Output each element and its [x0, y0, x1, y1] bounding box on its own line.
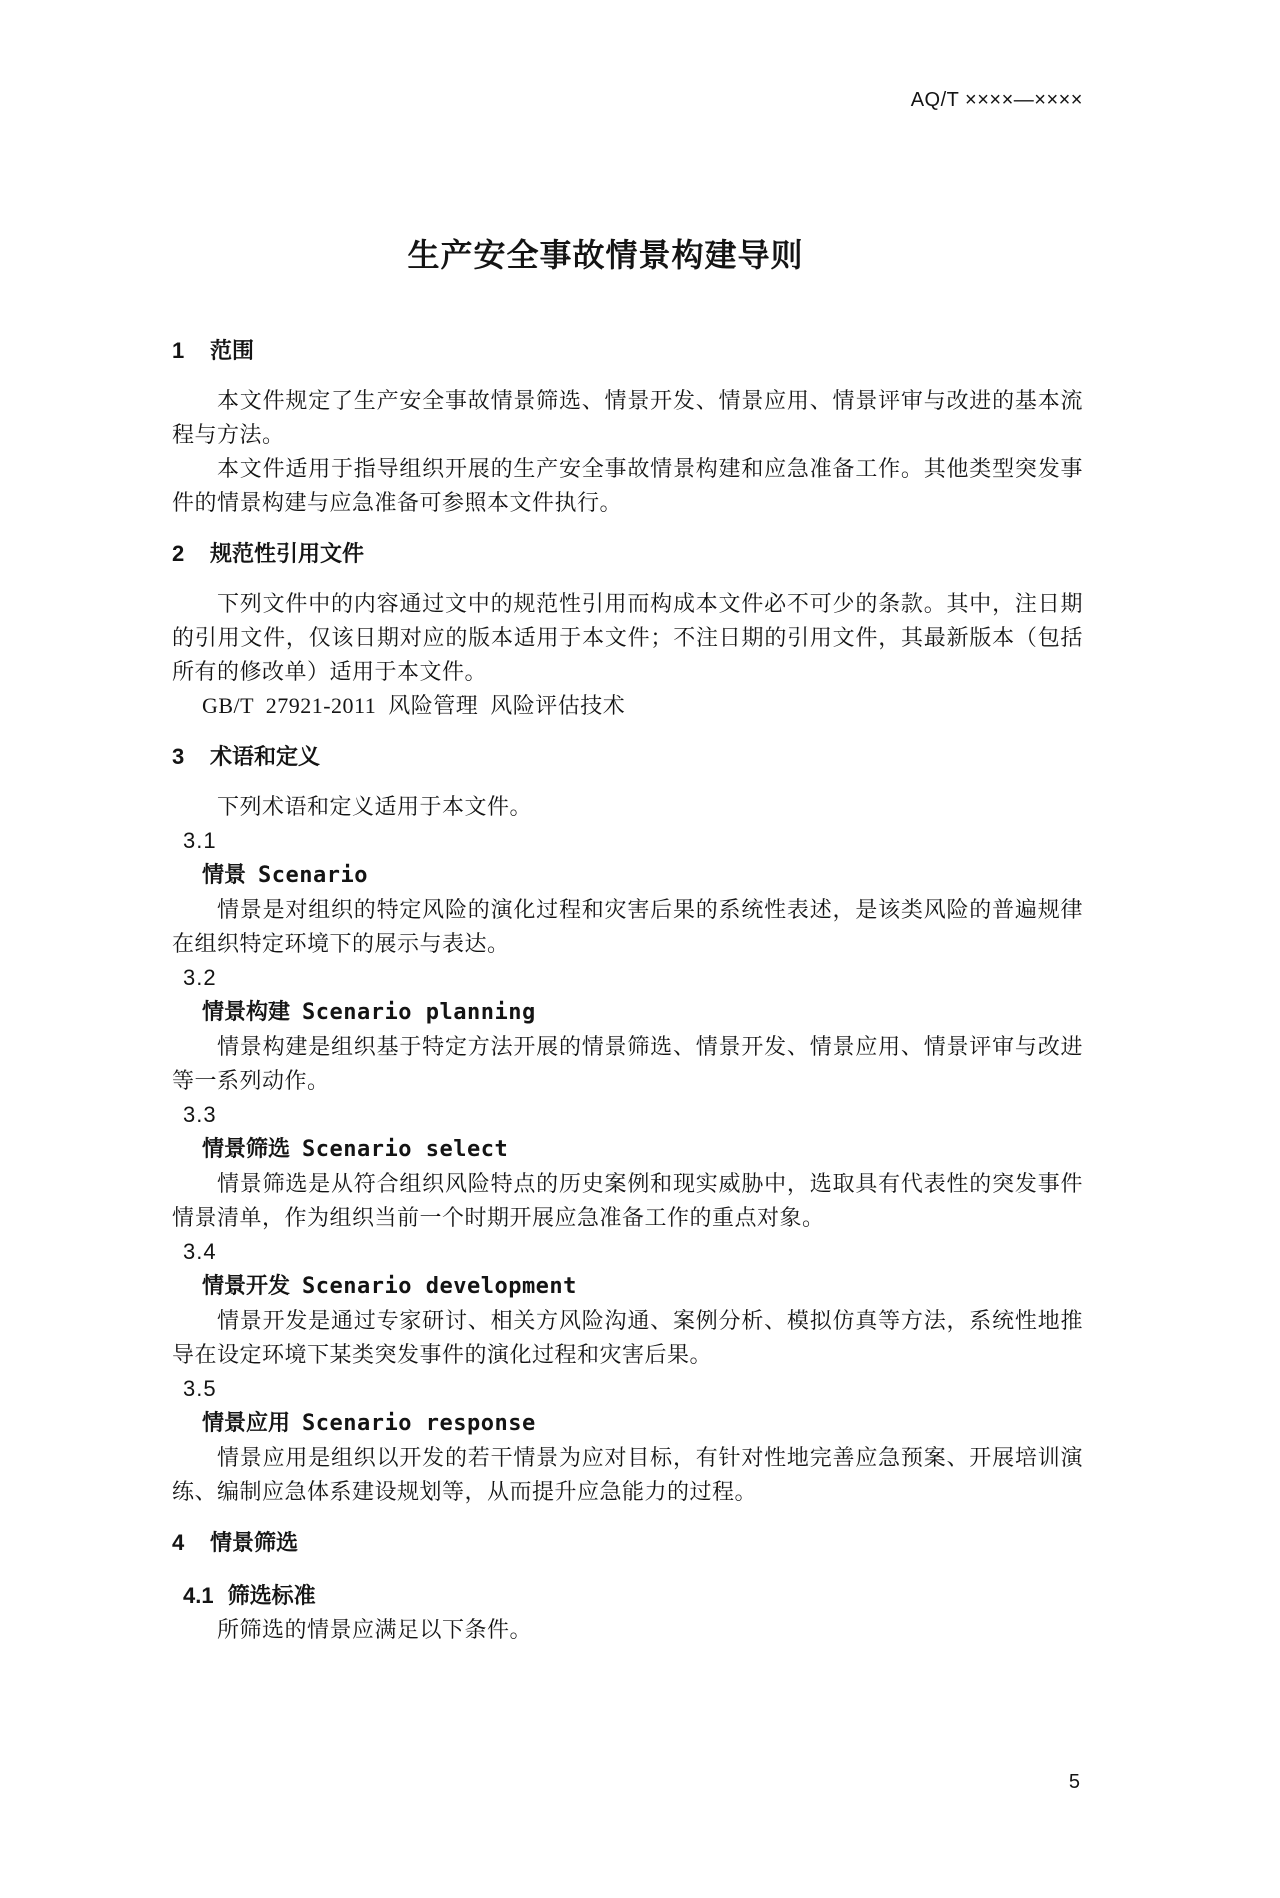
term-number: 3.2 — [183, 965, 217, 990]
term-number: 3.4 — [183, 1239, 217, 1264]
section-4-1-heading — [172, 1579, 1083, 1613]
document-title: 生产安全事故情景构建导则 — [407, 237, 804, 273]
term-name-en: Scenario planning — [302, 1000, 536, 1025]
term-name — [172, 858, 1083, 893]
section-title: 范围 — [210, 338, 255, 363]
term-name — [172, 995, 1083, 1030]
section-3-heading — [172, 740, 1083, 774]
section-2-heading — [172, 537, 1083, 571]
reference-entry: GB/T 27921-2011 风险管理 风险评估技术 — [202, 693, 626, 718]
term-name — [172, 1132, 1083, 1167]
paragraph: 本文件规定了生产安全事故情景筛选、情景开发、情景应用、情景评审与改进的基本流程与方法。 — [172, 388, 1083, 447]
page-content — [172, 88, 1083, 1647]
term-definition: 情景筛选是从符合组织风险特点的历史案例和现实威胁中，选取具有代表性的突发事件情景清单，作为组织当前一个时期开展应急准备工作的重点对象。 — [172, 1171, 1083, 1230]
standard-reference: AQ/T ××××—×××× — [910, 89, 1083, 111]
section-title: 筛选标准 — [227, 1583, 316, 1608]
section-number: 4.1 — [183, 1583, 214, 1608]
paragraph: 下列术语和定义适用于本文件。 — [217, 794, 533, 819]
paragraph: 下列文件中的内容通过文中的规范性引用而构成本文件必不可少的条款。其中，注日期的引用文件，仅该日期对应的版本适用于本文件；不注日期的引用文件，其最新版本（包括所有的修改单）适用于本文件。 — [172, 591, 1083, 684]
term-definition: 情景应用是组织以开发的若干情景为应对目标，有针对性地完善应急预案、开展培训演练、编制应急体系建设规划等，从而提升应急能力的过程。 — [172, 1445, 1083, 1504]
term-number: 3.3 — [183, 1102, 217, 1127]
term-name-en: Scenario development — [302, 1274, 577, 1299]
section-number: 4 — [172, 1530, 185, 1555]
term-definition: 情景开发是通过专家研讨、相关方风险沟通、案例分析、模拟仿真等方法，系统性地推导在设定环境下某类突发事件的演化过程和灾害后果。 — [172, 1308, 1083, 1367]
term-definition: 情景是对组织的特定风险的演化过程和灾害后果的系统性表述，是该类风险的普遍规律在组织特定环境下的展示与表达。 — [172, 897, 1083, 956]
term-definition: 情景构建是组织基于特定方法开展的情景筛选、情景开发、情景应用、情景评审与改进等一系列动作。 — [172, 1034, 1083, 1093]
term-number: 3.1 — [183, 828, 217, 853]
section-1-heading — [172, 334, 1083, 368]
paragraph: 所筛选的情景应满足以下条件。 — [217, 1617, 533, 1642]
term-name-en: Scenario select — [302, 1137, 509, 1162]
term-name — [172, 1406, 1083, 1441]
section-number: 2 — [172, 541, 185, 566]
term-name-en: Scenario — [258, 863, 368, 888]
term-number: 3.5 — [183, 1376, 217, 1401]
section-title: 情景筛选 — [210, 1530, 299, 1555]
section-4-heading — [172, 1526, 1083, 1560]
term-name-en: Scenario response — [302, 1411, 536, 1436]
term-name-zh: 情景构建 — [202, 999, 291, 1024]
term-name-zh: 情景开发 — [202, 1273, 291, 1298]
paragraph: 本文件适用于指导组织开展的生产安全事故情景构建和应急准备工作。其他类型突发事件的情景构建与应急准备可参照本文件执行。 — [172, 456, 1083, 515]
section-number: 3 — [172, 744, 185, 769]
section-title: 规范性引用文件 — [210, 541, 365, 566]
page-number: 5 — [1068, 1771, 1080, 1793]
term-name — [172, 1269, 1083, 1304]
section-number: 1 — [172, 338, 185, 363]
document-page — [0, 88, 1280, 1793]
term-name-zh: 情景 — [202, 862, 247, 887]
term-name-zh: 情景应用 — [202, 1410, 291, 1435]
section-title: 术语和定义 — [210, 744, 321, 769]
term-name-zh: 情景筛选 — [202, 1136, 291, 1161]
